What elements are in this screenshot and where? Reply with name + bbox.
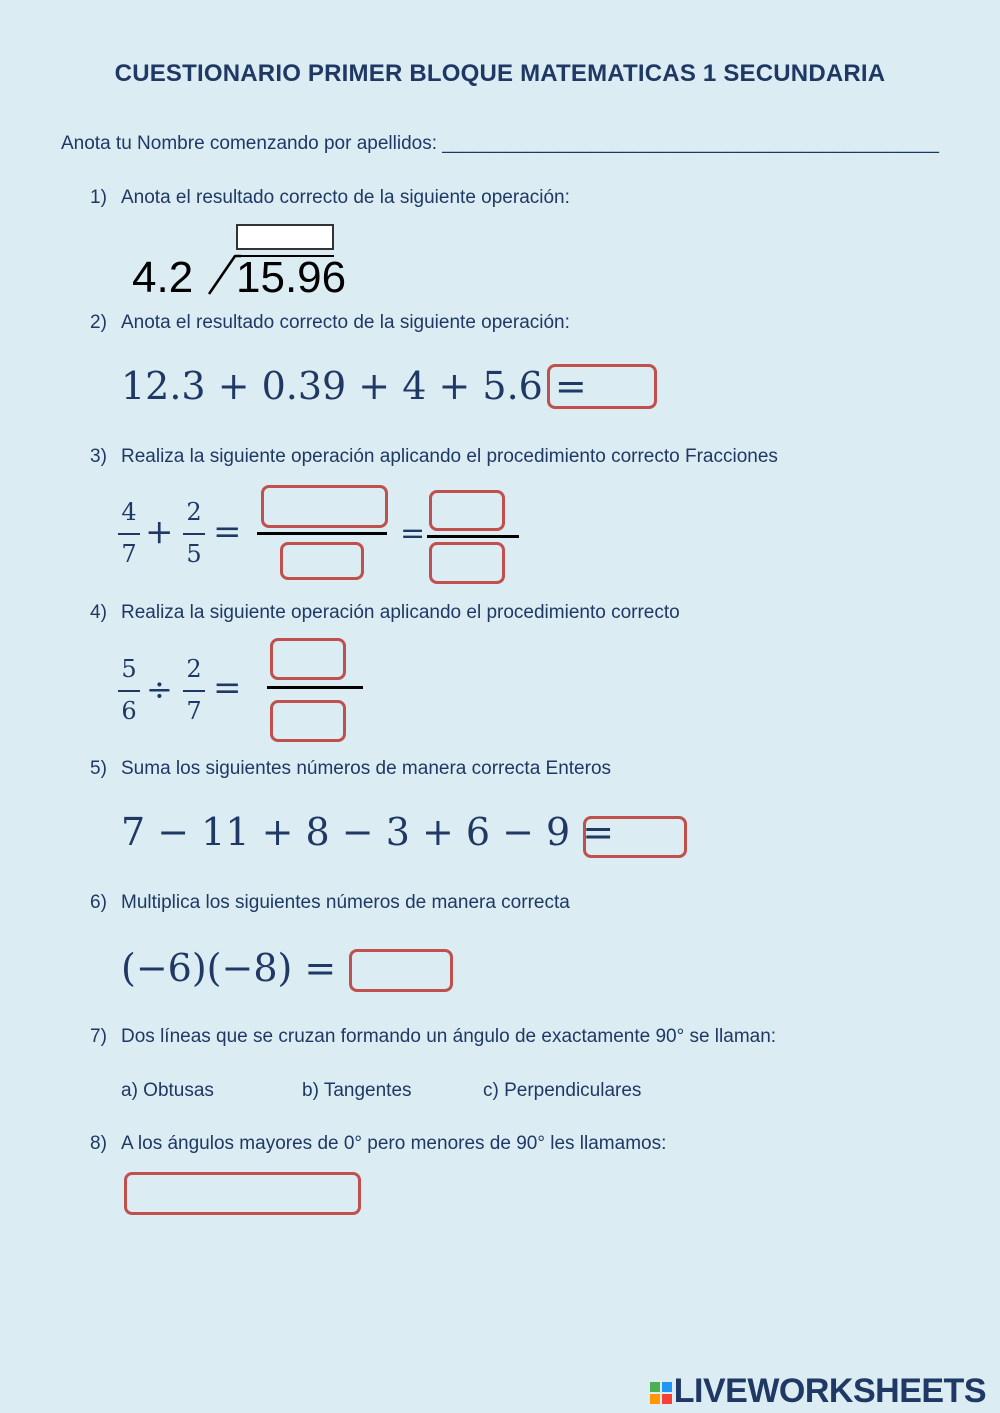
question-2-number: 2) [90,312,107,333]
dividend: 15.96 [236,253,347,302]
q3-step-numerator-input[interactable] [261,485,388,528]
q4-fraction1-bar [118,690,140,692]
q4-fraction2-numerator: 2 [186,655,202,683]
liveworksheets-logo [650,1372,986,1411]
q1-answer-input[interactable] [236,224,334,250]
q3-step-denominator-input[interactable] [280,542,364,580]
brand-name: LIVEWORKSHEETS [673,1372,986,1410]
question-6-text: Multiplica los siguientes números de manera correcta [121,892,570,913]
question-4-text: Realiza la siguiente operación aplicando el procedimiento correcto [121,602,680,623]
question-7-number: 7) [90,1026,107,1047]
q3-fraction1-bar [118,533,140,535]
question-6-number: 6) [90,892,107,913]
q8-answer-input[interactable] [124,1172,361,1215]
question-3-number: 3) [90,446,107,467]
q3-result-denominator-input[interactable] [429,542,505,584]
question-5-text: Suma los siguientes números de manera correcta Enteros [121,758,612,779]
q6-expression: (−6)(−8) = [121,946,337,990]
q4-result-numerator-input[interactable] [270,638,346,680]
q3-equals-sign-2: = [400,516,426,551]
q7-option-c[interactable]: c) Perpendiculares [483,1080,642,1101]
q3-step-fraction-bar [257,532,387,535]
question-7-text: Dos líneas que se cruzan formando un ángulo de exactamente 90° se llaman: [121,1026,777,1047]
question-4-number: 4) [90,602,107,623]
q3-fraction1-numerator: 4 [121,498,137,526]
q3-fraction2-numerator: 2 [186,498,202,526]
name-prompt: Anota tu Nombre comenzando por apellidos: _______________________________________________ [61,133,939,154]
q2-answer-input[interactable] [547,364,657,409]
question-1-number: 1) [90,187,107,208]
liveworksheets-icon [650,1382,672,1404]
q2-expression: 12.3 + 0.39 + 4 + 5.6 = [121,364,587,408]
q4-fraction2-bar [183,690,205,692]
q3-result-numerator-input[interactable] [429,490,505,531]
q3-equals-sign: = [213,512,242,552]
question-8-text: A los ángulos mayores de 0° pero menores de 90° les llamamos: [121,1133,667,1154]
q3-fraction2-bar [183,533,205,535]
q7-option-b[interactable]: b) Tangentes [302,1080,412,1101]
page-title: CUESTIONARIO PRIMER BLOQUE MATEMATICAS 1 SECUNDARIA [114,60,886,87]
question-5-number: 5) [90,758,107,779]
q4-result-fraction-bar [267,686,363,689]
q5-answer-input[interactable] [583,816,687,858]
q7-option-a[interactable]: a) Obtusas [121,1080,214,1101]
q4-divide-sign: ÷ [146,670,173,708]
q6-answer-input[interactable] [349,949,453,992]
question-1-text: Anota el resultado correcto de la siguiente operación: [121,187,570,208]
q4-result-denominator-input[interactable] [270,700,346,742]
q3-result-fraction-bar [427,535,519,538]
q4-fraction1-numerator: 5 [121,655,137,683]
q4-fraction2-denominator: 7 [186,697,202,725]
question-3-text: Realiza la siguiente operación aplicando el procedimiento correcto Fracciones [121,446,778,467]
question-2-text: Anota el resultado correcto de la siguiente operación: [121,312,570,333]
q4-fraction1-denominator: 6 [121,697,137,725]
q3-fraction2-denominator: 5 [186,540,202,568]
divisor: 4.2 [132,253,194,302]
q5-expression: 7 − 11 + 8 − 3 + 6 − 9 = [121,810,615,854]
q3-plus-sign: + [145,512,174,552]
q3-fraction1-denominator: 7 [121,540,137,568]
q4-equals-sign: = [213,668,242,708]
question-8-number: 8) [90,1133,107,1154]
